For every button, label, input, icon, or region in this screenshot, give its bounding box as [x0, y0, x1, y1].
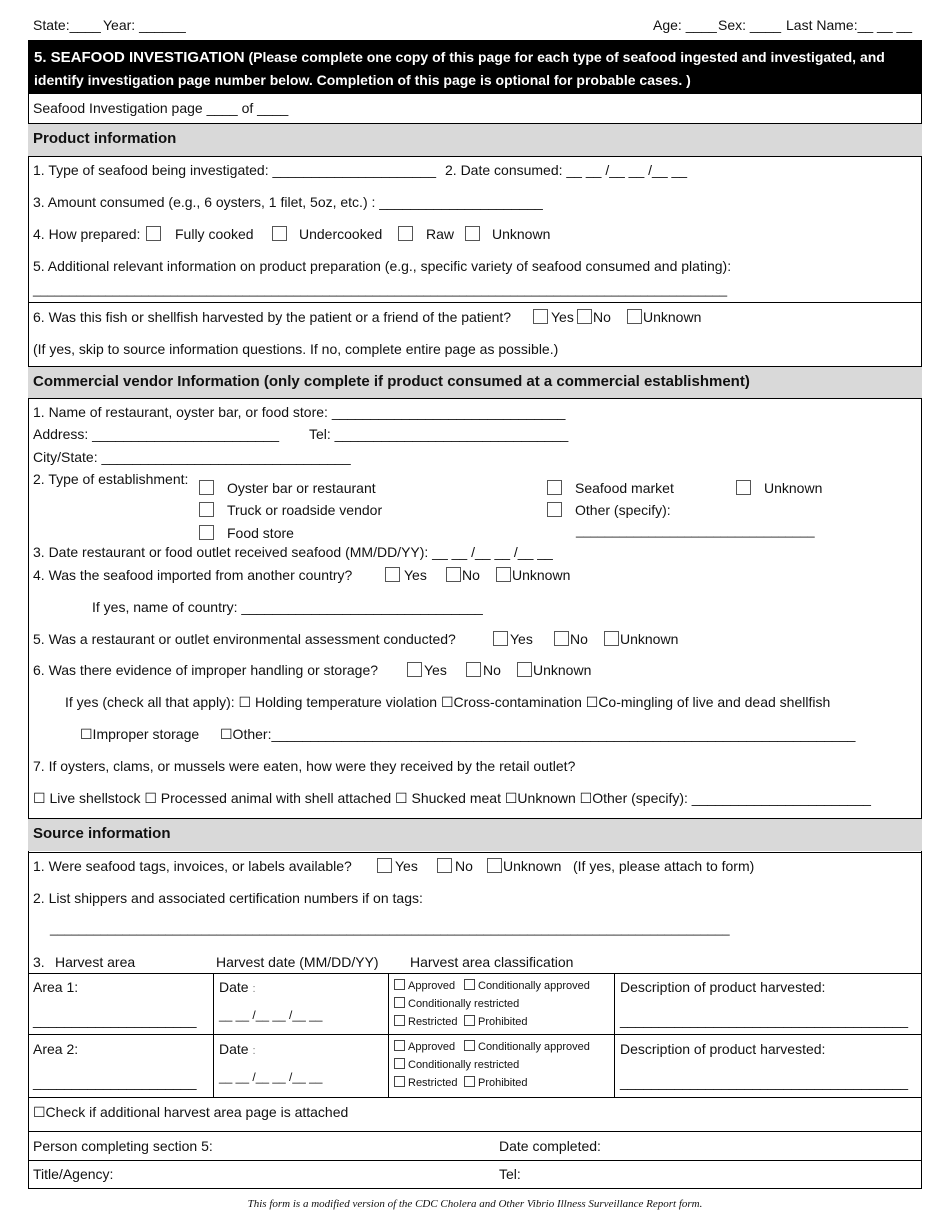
option-label: Conditionally approved	[478, 1041, 590, 1053]
handling-other-field[interactable]: ☐Other:___________________________________________________________________________	[220, 726, 856, 742]
date-label: Date	[219, 1041, 249, 1057]
checkbox[interactable]	[146, 226, 161, 241]
checkbox[interactable]	[577, 309, 592, 324]
area-1-line[interactable]: _____________________	[33, 1012, 197, 1028]
seafood-type-field[interactable]: 1. Type of seafood being investigated: _____________________	[33, 162, 436, 178]
option-label: Restricted	[408, 1016, 458, 1028]
vendor-tel-field[interactable]: Tel: ______________________________	[309, 426, 569, 442]
checkbox[interactable]	[464, 1015, 475, 1026]
date-colon: :	[252, 983, 256, 995]
divider	[28, 1097, 922, 1098]
column-divider	[388, 973, 389, 1097]
option-label: Unknown	[503, 858, 562, 874]
handling-issues-checklist[interactable]: If yes (check all that apply): ☐ Holding temperature violation ☐Cross-contamination ☐Co-mingling of live and dead shellfish	[65, 694, 831, 710]
assessment-yes[interactable]	[493, 631, 533, 647]
restaurant-name-field[interactable]: 1. Name of restaurant, oyster bar, or food store: ______________________________	[33, 404, 566, 420]
shippers-question: 2. List shippers and associated certification numbers if on tags:	[33, 890, 423, 906]
tags-yes[interactable]	[377, 858, 418, 874]
area-1-date-label	[219, 979, 256, 995]
checkbox[interactable]	[377, 858, 392, 873]
checkbox[interactable]	[736, 480, 751, 495]
address-field[interactable]: Address: ________________________	[33, 426, 280, 442]
prep-undercooked[interactable]	[272, 226, 382, 242]
option-label: No	[483, 662, 501, 678]
option-label: Yes	[510, 631, 533, 647]
checkbox[interactable]	[517, 662, 532, 677]
checkbox[interactable]	[394, 1058, 405, 1069]
checkbox[interactable]	[547, 480, 562, 495]
divider	[28, 1160, 922, 1161]
sex-field[interactable]: Sex: ____	[718, 17, 782, 33]
date-completed-field[interactable]: Date completed:	[499, 1138, 601, 1154]
how-prepared-label: 4. How prepared:	[33, 226, 141, 242]
assessment-no[interactable]	[554, 631, 588, 647]
option-label: Unknown	[764, 480, 823, 496]
option-label: Yes	[395, 858, 418, 874]
checkbox[interactable]	[394, 1076, 405, 1087]
option-label: Restricted	[408, 1077, 458, 1089]
checkbox[interactable]	[493, 631, 508, 646]
product-heading: Product information	[28, 124, 922, 156]
option-label: No	[455, 858, 473, 874]
checkbox[interactable]	[465, 226, 480, 241]
area-2-prohibited[interactable]	[464, 1076, 528, 1089]
option-label: Yes	[551, 309, 574, 325]
checkbox[interactable]	[496, 567, 511, 582]
state-field[interactable]: State:____	[33, 17, 101, 33]
date-consumed-field[interactable]: 2. Date consumed: __ __ /__ __ /__ __	[445, 162, 688, 178]
est-food-store[interactable]	[199, 525, 294, 541]
prep-fully-cooked[interactable]	[146, 226, 254, 242]
option-label: Approved	[408, 1041, 456, 1053]
checkbox[interactable]	[464, 1040, 475, 1051]
prep-raw[interactable]	[398, 226, 454, 242]
divider	[28, 852, 922, 853]
option-label: Conditionally restricted	[408, 1059, 520, 1071]
divider	[28, 1131, 922, 1132]
area-2-date-label	[219, 1041, 256, 1057]
assessment-question: 5. Was a restaurant or outlet environmental assessment conducted?	[33, 631, 456, 647]
checkbox[interactable]	[464, 979, 475, 990]
year-field[interactable]: Year: ______	[103, 17, 186, 33]
est-seafood-market[interactable]	[547, 480, 674, 496]
est-oyster-bar[interactable]	[199, 480, 376, 496]
shippers-line[interactable]: ______________________________________________________________________________________________	[50, 921, 730, 936]
checkbox[interactable]	[199, 525, 214, 540]
checkbox[interactable]	[627, 309, 642, 324]
handling-yes[interactable]	[407, 662, 447, 678]
tags-note: (If yes, please attach to form)	[573, 858, 755, 874]
est-unknown[interactable]	[736, 480, 822, 496]
checkbox[interactable]	[385, 567, 400, 582]
handling-unknown[interactable]	[517, 662, 591, 678]
vendor-heading: Commercial vendor Information (only complete if product consumed at a commercial establishment)	[28, 367, 922, 399]
prep-unknown[interactable]	[465, 226, 550, 242]
divider	[28, 156, 922, 157]
option-label: Conditionally restricted	[408, 998, 520, 1010]
checkbox[interactable]	[394, 997, 405, 1008]
checkbox[interactable]	[533, 309, 548, 324]
imported-yes[interactable]	[385, 567, 427, 583]
handling-no[interactable]	[466, 662, 501, 678]
area-1-approved[interactable]	[394, 979, 455, 992]
amount-consumed-field[interactable]: 3. Amount consumed (e.g., 6 oysters, 1 filet, 5oz, etc.) : _____________________	[33, 194, 543, 210]
area-2-description-label: Description of product harvested:	[620, 1041, 826, 1057]
option-label: Oyster bar or restaurant	[227, 480, 376, 496]
harvested-no[interactable]	[577, 309, 611, 325]
option-label: Approved	[408, 980, 456, 992]
footer-note: This form is a modified version of the CDC Cholera and Other Vibrio Illness Surveillance Report form.	[247, 1198, 703, 1210]
option-label: Truck or roadside vendor	[227, 502, 383, 518]
harvest-date-heading: Harvest date (MM/DD/YY)	[216, 954, 379, 970]
city-state-field[interactable]: City/State: ________________________________	[33, 449, 351, 465]
option-label: No	[462, 567, 480, 583]
imported-unknown[interactable]	[496, 567, 570, 583]
column-divider	[213, 973, 214, 1097]
area-1-description-label: Description of product harvested:	[620, 979, 826, 995]
option-label: Unknown	[643, 309, 702, 325]
column-divider	[614, 973, 615, 1097]
tags-unknown[interactable]	[487, 858, 561, 874]
checkbox[interactable]	[199, 480, 214, 495]
imported-no[interactable]	[446, 567, 480, 583]
area-2-date-field[interactable]: __ __ /__ __ /__ __	[219, 1070, 323, 1084]
additional-page-checkbox[interactable]: ☐Check if additional harvest area page is attached	[33, 1104, 349, 1120]
divider	[28, 302, 922, 303]
checkbox[interactable]	[394, 1015, 405, 1026]
option-label: Prohibited	[478, 1016, 528, 1028]
option-label: Conditionally approved	[478, 980, 590, 992]
assessment-unknown[interactable]	[604, 631, 678, 647]
last-name-field[interactable]: Last Name:__ __ __	[786, 17, 913, 33]
area-1-label: Area 1:	[33, 979, 79, 995]
checkbox[interactable]	[398, 226, 413, 241]
est-other-line[interactable]: _________________________________	[576, 523, 815, 538]
person-completing-field[interactable]: Person completing section 5:	[33, 1138, 213, 1154]
tags-question: 1. Were seafood tags, invoices, or labels available?	[33, 858, 352, 874]
option-label: Raw	[426, 226, 455, 242]
establishment-type-label: 2. Type of establishment:	[33, 471, 189, 487]
area-2-restricted[interactable]	[394, 1076, 458, 1089]
area-2-description-line[interactable]: _____________________________________	[620, 1074, 909, 1090]
area-1-cond-restricted[interactable]	[394, 997, 519, 1010]
harvested-unknown[interactable]	[627, 309, 701, 325]
checkbox[interactable]	[394, 979, 405, 990]
checkbox[interactable]	[547, 502, 562, 517]
improper-storage-option[interactable]: ☐Improper storage	[80, 726, 200, 742]
receipt-options[interactable]: ☐ Live shellstock ☐ Processed animal with shell attached ☐ Shucked meat ☐Unknown ☐Other (specify): _______________________	[33, 790, 871, 806]
section-title-instructions: (Please complete one copy of this page for each type of seafood ingested and investigated, and identify investigation page number below. Completion of this page is optional for probable cases. )	[34, 49, 885, 88]
section-title	[28, 40, 922, 94]
area-2-label: Area 2:	[33, 1041, 79, 1057]
checkbox[interactable]	[466, 662, 481, 677]
date-label: Date	[219, 979, 249, 995]
harvested-by-patient-question: 6. Was this fish or shellfish harvested by the patient or a friend of the patient?	[33, 309, 512, 325]
tags-no[interactable]	[437, 858, 473, 874]
area-1-description-line[interactable]: _____________________________________	[620, 1012, 909, 1028]
est-truck-vendor[interactable]	[199, 502, 382, 518]
checkbox[interactable]	[446, 567, 461, 582]
option-label: Unknown	[533, 662, 592, 678]
option-label: Food store	[227, 525, 294, 541]
option-label: Undercooked	[299, 226, 383, 242]
harvest-area-heading: Harvest area	[55, 954, 136, 970]
checkbox[interactable]	[604, 631, 619, 646]
area-2-approved[interactable]	[394, 1040, 455, 1053]
checkbox[interactable]	[437, 858, 452, 873]
harvested-yes[interactable]	[533, 309, 574, 325]
option-label: Yes	[404, 567, 427, 583]
title-agency-field[interactable]: Title/Agency:	[33, 1166, 114, 1182]
harvested-note: (If yes, skip to source information questions. If no, complete entire page as possible.)	[33, 341, 559, 357]
section-title-bold: 5. SEAFOOD INVESTIGATION	[34, 49, 245, 66]
prep-info-line[interactable]: ________________________________________________________________________________________________	[33, 282, 728, 297]
area-1-prohibited[interactable]	[464, 1015, 528, 1028]
checkbox[interactable]	[199, 502, 214, 517]
area-2-cond-restricted[interactable]	[394, 1058, 519, 1071]
area-1-restricted[interactable]	[394, 1015, 458, 1028]
tel-field[interactable]: Tel:	[499, 1166, 521, 1182]
improper-handling-question: 6. Was there evidence of improper handling or storage?	[33, 662, 379, 678]
area-2-cond-approved[interactable]	[464, 1040, 590, 1053]
divider	[28, 973, 922, 974]
imported-question: 4. Was the seafood imported from another country?	[33, 567, 353, 583]
divider	[28, 398, 922, 399]
age-field[interactable]: Age: ____	[653, 17, 717, 33]
est-other[interactable]	[547, 502, 671, 518]
option-label: Unknown	[620, 631, 679, 647]
checkbox[interactable]	[394, 1040, 405, 1051]
option-label: Unknown	[492, 226, 551, 242]
checkbox[interactable]	[272, 226, 287, 241]
date-received-field[interactable]: 3. Date restaurant or food outlet received seafood (MM/DD/YY): __ __ /__ __ /__ __	[33, 544, 553, 560]
option-label: Unknown	[512, 567, 571, 583]
option-label: Yes	[424, 662, 447, 678]
option-label: Other (specify):	[575, 502, 671, 518]
area-1-date-field[interactable]: __ __ /__ __ /__ __	[219, 1008, 323, 1022]
page-counter[interactable]: Seafood Investigation page ____ of ____	[33, 100, 289, 116]
checkbox[interactable]	[554, 631, 569, 646]
country-field[interactable]: If yes, name of country: _______________________________	[92, 599, 483, 615]
option-label: Seafood market	[575, 480, 674, 496]
option-label: No	[570, 631, 588, 647]
checkbox[interactable]	[487, 858, 502, 873]
divider	[28, 1034, 922, 1035]
harvest-class-heading: Harvest area classification	[410, 954, 574, 970]
receipt-question: 7. If oysters, clams, or mussels were eaten, how were they received by the retail outlet?	[33, 758, 576, 774]
option-label: Prohibited	[478, 1077, 528, 1089]
option-label: No	[593, 309, 611, 325]
harvest-number: 3.	[33, 954, 45, 970]
option-label: Fully cooked	[175, 226, 254, 242]
date-colon: :	[252, 1045, 256, 1057]
source-heading: Source information	[28, 819, 922, 851]
checkbox[interactable]	[464, 1076, 475, 1087]
area-1-cond-approved[interactable]	[464, 979, 590, 992]
area-2-line[interactable]: _____________________	[33, 1074, 197, 1090]
prep-info-label: 5. Additional relevant information on product preparation (e.g., specific variety of seafood consumed and plating):	[33, 258, 732, 274]
checkbox[interactable]	[407, 662, 422, 677]
